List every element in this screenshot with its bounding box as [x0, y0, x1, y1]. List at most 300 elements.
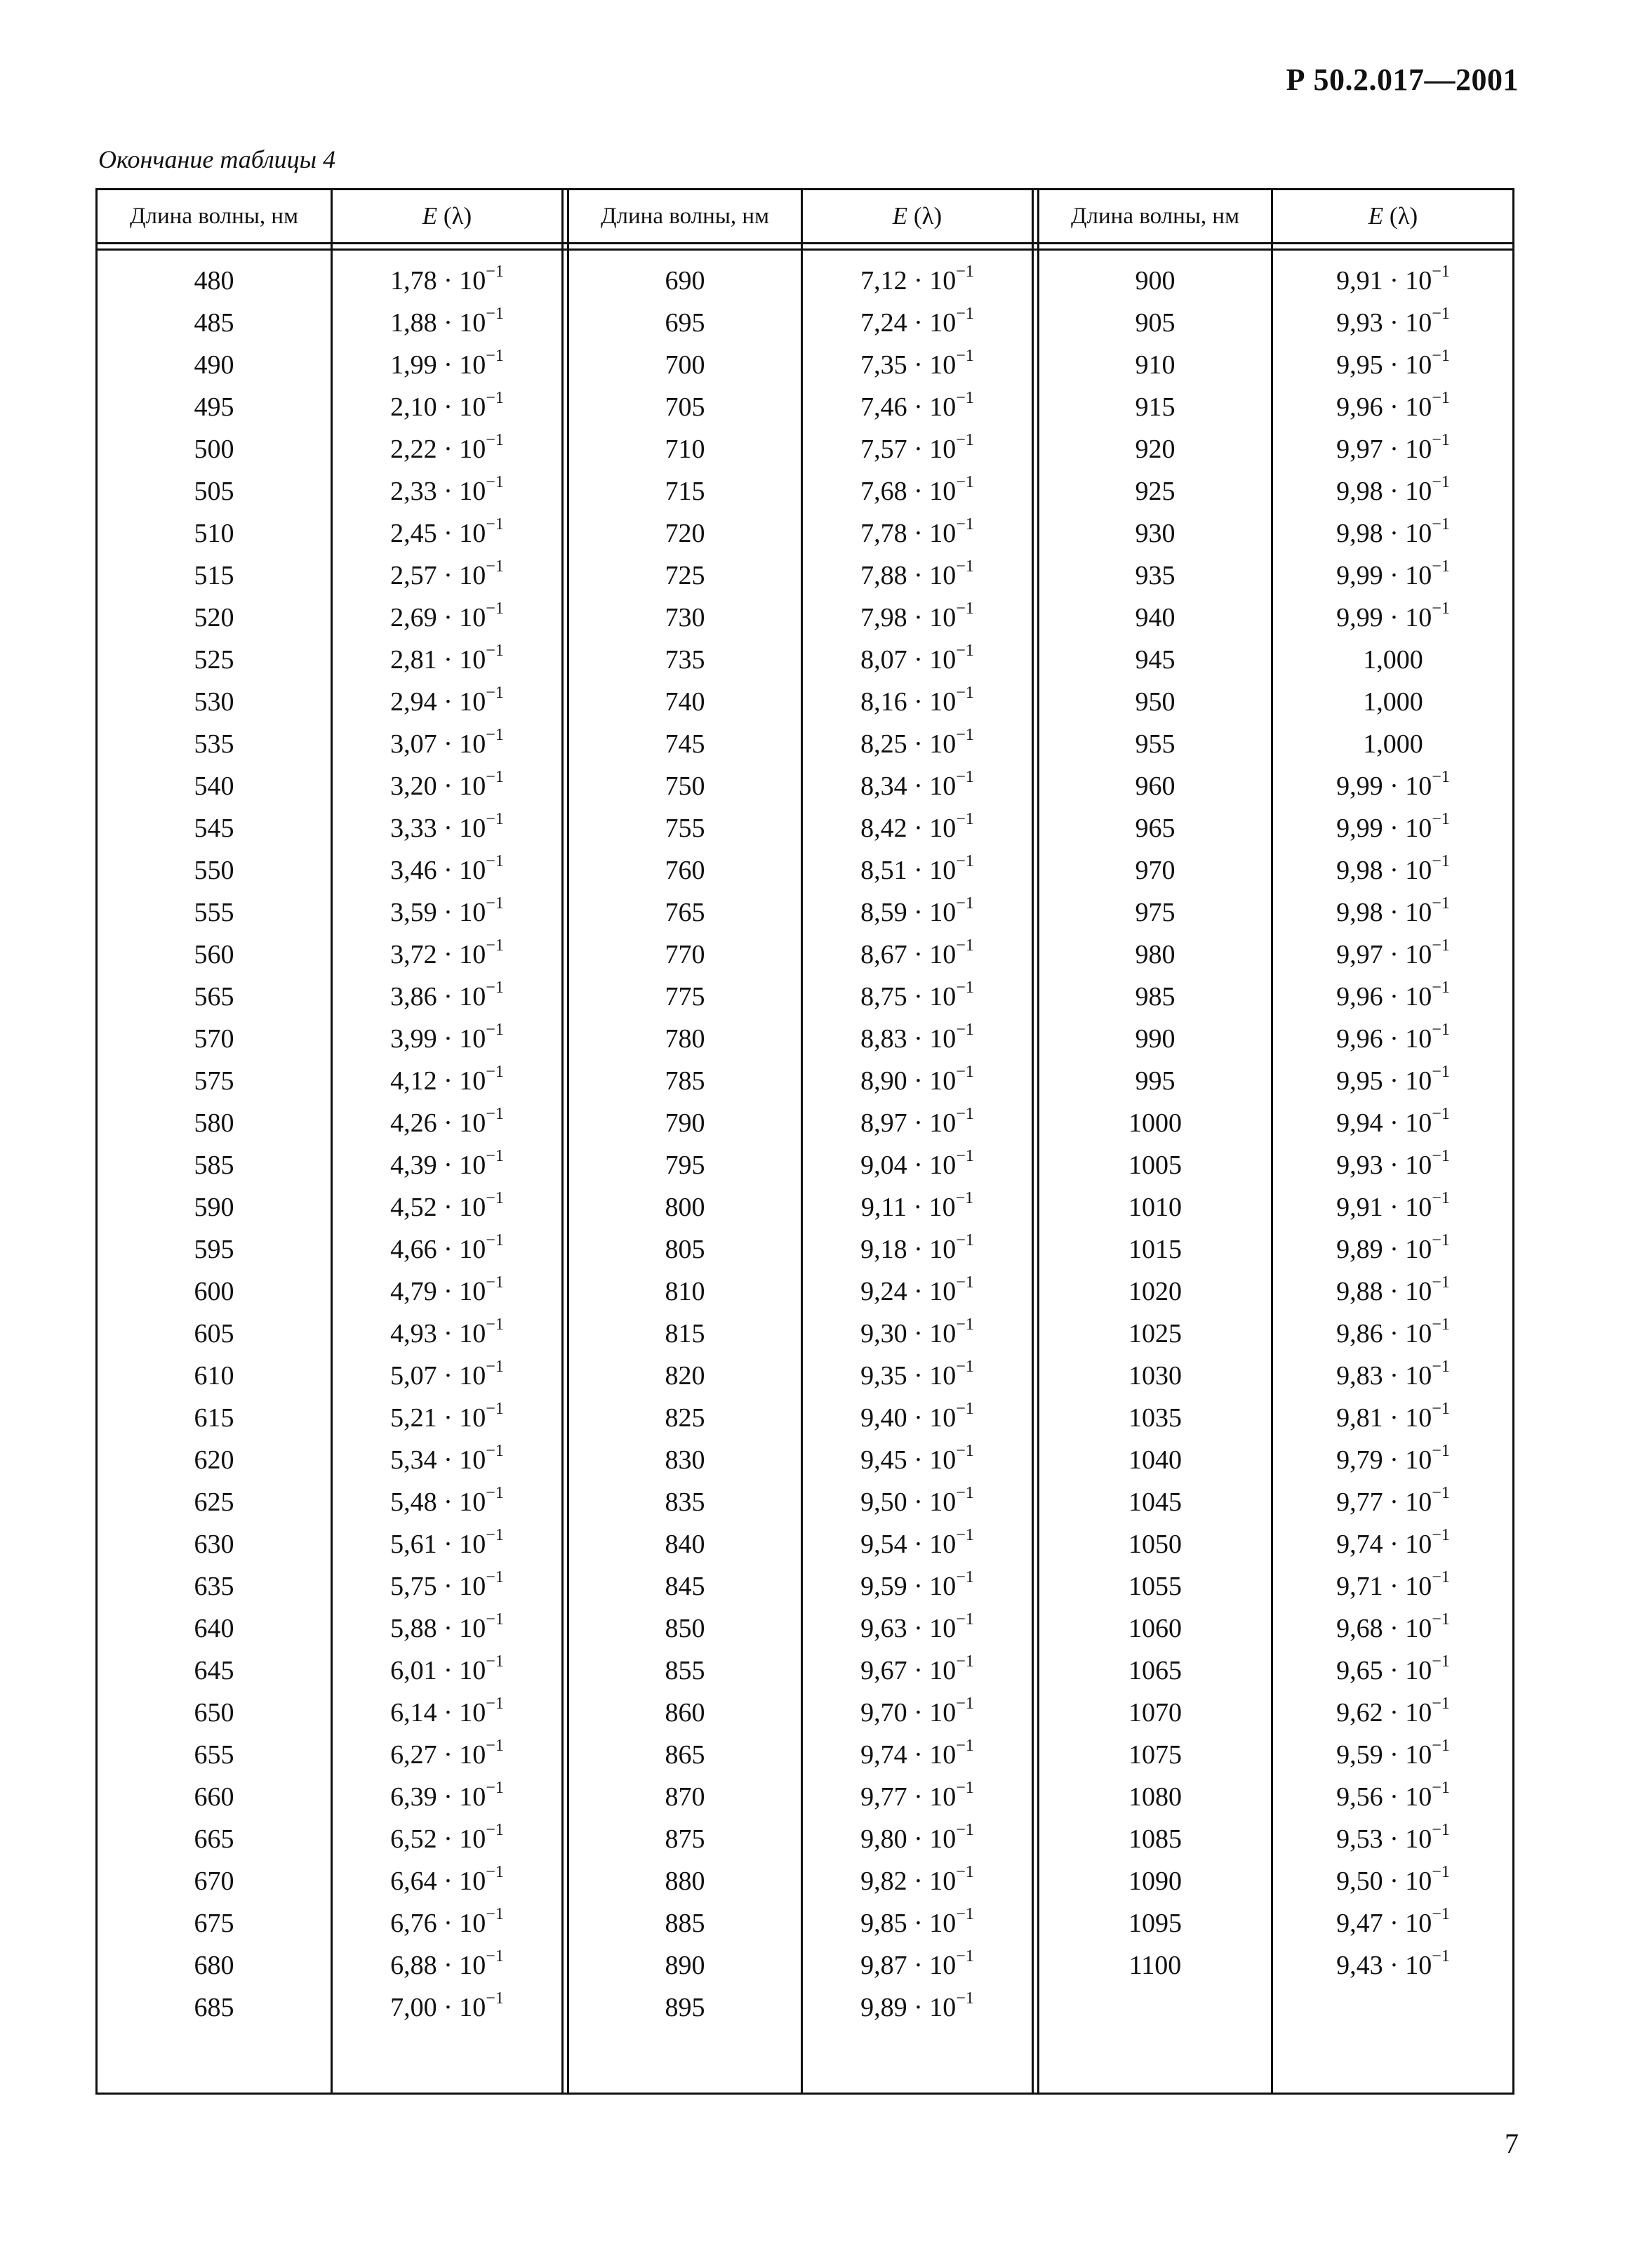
- exponent-power: −1: [1432, 1147, 1450, 1166]
- value-mantissa: 9,80: [860, 1824, 907, 1854]
- wavelength-cell: 720: [665, 519, 705, 548]
- exponent-power: −1: [1432, 1231, 1450, 1250]
- value-mantissa: 5,34: [390, 1445, 437, 1475]
- value-mantissa: 9,89: [1336, 1235, 1383, 1264]
- table-row: [98, 1649, 1512, 1692]
- multiply-dot: ·: [1383, 771, 1406, 801]
- value-cell: [803, 596, 1032, 639]
- exponent-power: −1: [956, 1821, 974, 1840]
- value-mantissa: 1,000: [1363, 645, 1423, 675]
- value-mantissa: 9,94: [1336, 1108, 1383, 1138]
- wavelength-cell: 795: [665, 1150, 705, 1180]
- value-mantissa: 7,98: [860, 603, 907, 632]
- value-mantissa: 8,25: [860, 729, 907, 759]
- wavelength-cell: 725: [665, 561, 705, 590]
- value-cell: [803, 807, 1032, 850]
- exponent-power: −1: [956, 305, 974, 324]
- table-header: [98, 190, 1512, 242]
- value-mantissa: 3,99: [390, 1024, 437, 1054]
- value-cell: [803, 301, 1032, 345]
- exponent-base: 10: [1405, 1656, 1432, 1685]
- value-cell: [803, 385, 1032, 429]
- wavelength-cell: 675: [194, 1909, 234, 1938]
- exponent-power: −1: [956, 1737, 974, 1756]
- multiply-dot: ·: [437, 1993, 460, 2022]
- value-cell: [1273, 807, 1513, 850]
- wavelength-cell: 645: [194, 1656, 234, 1685]
- value-cell: [333, 891, 561, 934]
- multiply-dot: ·: [907, 1824, 930, 1854]
- value-mantissa: 9,96: [1336, 392, 1383, 422]
- value-cell: [1273, 1228, 1513, 1271]
- wavelength-cell: 715: [665, 477, 705, 506]
- value-mantissa: 3,33: [390, 814, 437, 843]
- value-mantissa: 3,07: [390, 729, 437, 759]
- wavelength-cell: 735: [665, 645, 705, 675]
- value-cell: [333, 1228, 561, 1271]
- value-mantissa: 6,14: [390, 1698, 437, 1727]
- multiply-dot: ·: [1383, 898, 1406, 927]
- exponent-base: 10: [1405, 771, 1432, 801]
- exponent-base: 10: [459, 1614, 486, 1643]
- wavelength-cell: 900: [1135, 266, 1176, 296]
- value-mantissa: 8,83: [860, 1024, 907, 1054]
- value-mantissa: 6,27: [390, 1740, 437, 1770]
- multiply-dot: ·: [437, 1024, 460, 1054]
- value-mantissa: 9,65: [1336, 1656, 1383, 1685]
- multiply-dot: ·: [437, 1698, 460, 1727]
- value-mantissa: 7,68: [860, 477, 907, 506]
- value-mantissa: 9,99: [1336, 603, 1383, 632]
- table-row: [98, 427, 1512, 471]
- table-caption: Окончание таблицы 4: [98, 145, 336, 173]
- exponent-power: −1: [1432, 599, 1450, 618]
- multiply-dot: ·: [907, 1909, 930, 1938]
- value-mantissa: 9,35: [860, 1361, 907, 1391]
- wavelength-cell: 780: [665, 1024, 705, 1054]
- table-row: [98, 1775, 1512, 1819]
- exponent-power: −1: [956, 768, 974, 787]
- exponent-power: −1: [486, 1063, 504, 1082]
- value-cell: [1273, 1101, 1513, 1145]
- exponent-base: 10: [929, 1951, 957, 1980]
- value-cell: [1273, 596, 1513, 639]
- wavelength-cell: 810: [665, 1277, 705, 1306]
- exponent-base: 10: [459, 1866, 486, 1896]
- exponent-base: 10: [929, 1824, 957, 1854]
- value-mantissa: 1,99: [390, 350, 437, 380]
- exponent-power: −1: [486, 642, 504, 661]
- header-divider-top: [98, 242, 1512, 244]
- wavelength-cell: 935: [1135, 561, 1176, 590]
- value-mantissa: 9,97: [1336, 435, 1383, 464]
- value-mantissa: 7,57: [860, 435, 907, 464]
- value-mantissa: 9,43: [1336, 1951, 1383, 1980]
- exponent-power: −1: [486, 1526, 504, 1545]
- exponent-power: −1: [956, 1484, 974, 1503]
- exponent-base: 10: [929, 1403, 957, 1433]
- multiply-dot: ·: [437, 561, 460, 590]
- multiply-dot: ·: [437, 729, 460, 759]
- wavelength-cell: 815: [665, 1319, 705, 1348]
- exponent-base: 10: [1405, 1277, 1432, 1306]
- exponent-base: 10: [1405, 1235, 1432, 1264]
- exponent-base: 10: [1405, 1824, 1432, 1854]
- wavelength-cell: 1045: [1128, 1487, 1182, 1517]
- wavelength-cell: 830: [665, 1445, 705, 1475]
- value-mantissa: 3,20: [390, 771, 437, 801]
- exponent-power: −1: [956, 1947, 974, 1966]
- wavelength-cell: 1055: [1128, 1572, 1182, 1601]
- exponent-base: 10: [459, 771, 486, 801]
- value-cell: [803, 933, 1032, 976]
- exponent-power: −1: [486, 1021, 504, 1040]
- value-cell: [333, 385, 561, 429]
- exponent-base: 10: [459, 561, 486, 590]
- exponent-base: 10: [929, 1235, 957, 1264]
- multiply-dot: ·: [1383, 1614, 1406, 1643]
- wavelength-cell: 860: [665, 1698, 705, 1727]
- value-mantissa: 4,26: [390, 1108, 437, 1138]
- value-mantissa: 2,57: [390, 561, 437, 590]
- wavelength-cell: 840: [665, 1530, 705, 1559]
- value-cell: [803, 975, 1032, 1019]
- value-cell: [1273, 1186, 1513, 1229]
- exponent-power: −1: [1432, 473, 1450, 492]
- multiply-dot: ·: [1383, 940, 1406, 969]
- value-mantissa: 9,88: [1336, 1277, 1383, 1306]
- wavelength-cell: 505: [194, 477, 234, 506]
- value-cell: [333, 1059, 561, 1103]
- exponent-base: 10: [1405, 1866, 1432, 1896]
- value-cell: [803, 427, 1032, 471]
- wavelength-cell: 845: [665, 1572, 705, 1601]
- multiply-dot: ·: [907, 687, 930, 717]
- value-cell: [333, 1733, 561, 1777]
- multiply-dot: ·: [1383, 1277, 1406, 1306]
- multiply-dot: ·: [437, 603, 460, 632]
- wavelength-cell: 650: [194, 1698, 234, 1727]
- wavelength-cell: 1100: [1128, 1951, 1182, 1980]
- exponent-power: −1: [1432, 852, 1450, 871]
- header-divider-bottom: [98, 248, 1512, 251]
- wavelength-cell: 535: [194, 729, 234, 759]
- multiply-dot: ·: [907, 1108, 930, 1138]
- value-cell: [1273, 1396, 1513, 1440]
- value-cell: [333, 1691, 561, 1735]
- wavelength-cell: 510: [194, 519, 234, 548]
- value-mantissa: 2,10: [390, 392, 437, 422]
- exponent-base: 10: [459, 1024, 486, 1054]
- wavelength-cell: 680: [194, 1951, 234, 1980]
- table-row: [98, 1986, 1512, 2029]
- value-cell: [803, 1270, 1032, 1313]
- exponent-base: 10: [459, 729, 486, 759]
- value-mantissa: 6,01: [390, 1656, 437, 1685]
- value-mantissa: 9,62: [1336, 1698, 1383, 1727]
- multiply-dot: ·: [437, 1277, 460, 1306]
- table-row: [98, 1607, 1512, 1650]
- value-cell: [803, 1691, 1032, 1735]
- wavelength-cell: 480: [194, 266, 234, 296]
- multiply-dot: ·: [907, 898, 930, 927]
- table-row: [98, 1438, 1512, 1482]
- exponent-power: −1: [956, 1105, 974, 1124]
- exponent-power: −1: [1432, 979, 1450, 997]
- exponent-power: −1: [956, 263, 974, 281]
- exponent-base: 10: [1405, 350, 1432, 380]
- exponent-power: −1: [1432, 1063, 1450, 1082]
- wavelength-cell: 595: [194, 1235, 234, 1264]
- value-cell: [333, 1312, 561, 1355]
- exponent-base: 10: [1405, 1361, 1432, 1391]
- value-cell: [1273, 1017, 1513, 1061]
- value-mantissa: 8,34: [860, 771, 907, 801]
- value-mantissa: 5,48: [390, 1487, 437, 1517]
- exponent-base: 10: [929, 982, 957, 1012]
- value-cell: [333, 1143, 561, 1187]
- exponent-power: −1: [486, 1821, 504, 1840]
- exponent-power: −1: [486, 1189, 504, 1208]
- value-mantissa: 1,000: [1363, 729, 1423, 759]
- value-mantissa: 8,42: [860, 814, 907, 843]
- value-cell: [1273, 554, 1513, 597]
- wavelength-cell: 700: [665, 350, 705, 380]
- value-mantissa: 9,93: [1336, 1150, 1383, 1180]
- exponent-base: 10: [929, 856, 957, 885]
- exponent-power: −1: [1432, 1652, 1450, 1671]
- multiply-dot: ·: [1383, 1235, 1406, 1264]
- exponent-power: −1: [956, 1063, 974, 1082]
- wavelength-cell: 825: [665, 1403, 705, 1433]
- multiply-dot: ·: [437, 814, 460, 843]
- header-value-arg: (λ): [437, 202, 472, 230]
- value-mantissa: 2,94: [390, 687, 437, 717]
- value-mantissa: 5,75: [390, 1572, 437, 1601]
- header-value-symbol: E: [422, 202, 438, 230]
- value-cell: [1273, 1817, 1513, 1861]
- multiply-dot: ·: [437, 1614, 460, 1643]
- exponent-power: −1: [486, 1905, 504, 1924]
- wavelength-cell: 940: [1135, 603, 1176, 632]
- value-cell: [1273, 975, 1513, 1019]
- exponent-base: 10: [929, 308, 957, 338]
- exponent-power: −1: [1432, 431, 1450, 450]
- exponent-base: 10: [929, 1909, 957, 1938]
- exponent-power: −1: [486, 684, 504, 703]
- multiply-dot: ·: [437, 645, 460, 675]
- exponent-power: −1: [956, 642, 974, 661]
- wavelength-cell: 1085: [1128, 1824, 1182, 1854]
- multiply-dot: ·: [1383, 477, 1406, 506]
- value-cell: [803, 680, 1032, 724]
- multiply-dot: ·: [907, 814, 930, 843]
- exponent-base: 10: [1405, 1319, 1432, 1348]
- exponent-power: −1: [486, 1231, 504, 1250]
- value-cell: [1273, 1565, 1513, 1608]
- header-value-1: [333, 190, 561, 242]
- multiply-dot: ·: [1383, 1782, 1406, 1812]
- wavelength-cell: 1060: [1128, 1614, 1182, 1643]
- multiply-dot: ·: [907, 1782, 930, 1812]
- value-mantissa: 1,88: [390, 308, 437, 338]
- value-cell: [333, 1396, 561, 1440]
- multiply-dot: ·: [907, 477, 930, 506]
- value-cell: [803, 1986, 1032, 2029]
- document-code: Р 50.2.017—2001: [1286, 62, 1519, 97]
- value-mantissa: 9,98: [1336, 519, 1383, 548]
- multiply-dot: ·: [437, 392, 460, 422]
- value-mantissa: 7,78: [860, 519, 907, 548]
- exponent-power: −1: [486, 431, 504, 450]
- wavelength-cell: 670: [194, 1866, 234, 1896]
- wavelength-cell: 965: [1135, 814, 1176, 843]
- table-row: [98, 470, 1512, 513]
- value-mantissa: 9,97: [1336, 940, 1383, 969]
- multiply-dot: ·: [437, 1445, 460, 1475]
- value-mantissa: 9,63: [860, 1614, 907, 1643]
- wavelength-cell: 785: [665, 1066, 705, 1096]
- exponent-power: −1: [1432, 1695, 1450, 1713]
- wavelength-cell: 885: [665, 1909, 705, 1938]
- value-cell: [803, 512, 1032, 555]
- exponent-base: 10: [1405, 1108, 1432, 1138]
- exponent-base: 10: [928, 1193, 956, 1222]
- exponent-power: −1: [1432, 347, 1450, 366]
- value-cell: [803, 470, 1032, 513]
- exponent-power: −1: [956, 936, 974, 955]
- wavelength-cell: 955: [1135, 729, 1176, 759]
- wavelength-cell: 960: [1135, 771, 1176, 801]
- multiply-dot: ·: [437, 1319, 460, 1348]
- value-cell: [333, 1649, 561, 1692]
- value-cell: [1273, 1480, 1513, 1524]
- value-mantissa: 2,22: [390, 435, 437, 464]
- multiply-dot: ·: [1383, 1108, 1406, 1138]
- exponent-power: −1: [1432, 1315, 1450, 1334]
- exponent-base: 10: [929, 814, 957, 843]
- table-row: [98, 343, 1512, 387]
- value-mantissa: 7,35: [860, 350, 907, 380]
- wavelength-cell: 705: [665, 392, 705, 422]
- exponent-base: 10: [459, 1530, 486, 1559]
- value-cell: [1273, 1902, 1513, 1945]
- exponent-base: 10: [929, 561, 957, 590]
- exponent-power: −1: [956, 1021, 974, 1040]
- exponent-power: −1: [1432, 515, 1450, 534]
- value-cell: [333, 1354, 561, 1398]
- exponent-base: 10: [929, 771, 957, 801]
- value-cell: [1273, 1859, 1513, 1903]
- value-mantissa: 9,77: [1336, 1487, 1383, 1517]
- data-table: [95, 188, 1514, 2095]
- multiply-dot: ·: [437, 308, 460, 338]
- exponent-base: 10: [459, 392, 486, 422]
- exponent-power: −1: [956, 557, 974, 576]
- multiply-dot: ·: [437, 1403, 460, 1433]
- wavelength-cell: 775: [665, 982, 705, 1012]
- value-cell: [1273, 1059, 1513, 1103]
- table-row: [98, 1186, 1512, 1229]
- multiply-dot: ·: [907, 1656, 930, 1685]
- wavelength-cell: 980: [1135, 940, 1176, 969]
- exponent-base: 10: [929, 1530, 957, 1559]
- exponent-power: −1: [1432, 1568, 1450, 1587]
- wavelength-cell: 690: [665, 266, 705, 296]
- wavelength-cell: 985: [1135, 982, 1176, 1012]
- exponent-power: −1: [956, 1905, 974, 1924]
- exponent-base: 10: [459, 1740, 486, 1770]
- exponent-power: −1: [486, 1610, 504, 1629]
- table-row: [98, 1396, 1512, 1440]
- exponent-base: 10: [929, 687, 957, 717]
- value-cell: [1273, 1438, 1513, 1482]
- table-row: [98, 933, 1512, 976]
- table-row: [98, 1944, 1512, 1987]
- exponent-power: −1: [486, 1779, 504, 1798]
- wavelength-cell: 1080: [1128, 1782, 1182, 1812]
- exponent-power: −1: [956, 431, 974, 450]
- multiply-dot: ·: [437, 1066, 460, 1096]
- exponent-base: 10: [929, 266, 957, 296]
- wavelength-cell: 915: [1135, 392, 1176, 422]
- exponent-power: −1: [1432, 389, 1450, 408]
- value-mantissa: 4,52: [390, 1193, 437, 1222]
- exponent-base: 10: [929, 1782, 957, 1812]
- exponent-base: 10: [1405, 856, 1432, 885]
- value-mantissa: 3,59: [390, 898, 437, 927]
- exponent-base: 10: [1405, 1909, 1432, 1938]
- wavelength-cell: 655: [194, 1740, 234, 1770]
- exponent-base: 10: [459, 1277, 486, 1306]
- multiply-dot: ·: [907, 1487, 930, 1517]
- multiply-dot: ·: [437, 1951, 460, 1980]
- header-value-3: [1273, 190, 1513, 242]
- wavelength-cell: 1020: [1128, 1277, 1182, 1306]
- exponent-power: −1: [486, 768, 504, 787]
- exponent-power: −1: [1432, 810, 1450, 829]
- exponent-base: 10: [459, 1150, 486, 1180]
- multiply-dot: ·: [1383, 308, 1406, 338]
- value-cell: [1273, 1354, 1513, 1398]
- table-row: [98, 807, 1512, 850]
- wavelength-cell: 585: [194, 1150, 234, 1180]
- value-mantissa: 9,98: [1336, 477, 1383, 506]
- value-cell: [333, 301, 561, 345]
- wavelength-cell: 990: [1135, 1024, 1176, 1054]
- value-mantissa: 9,50: [1336, 1866, 1383, 1896]
- value-mantissa: 9,83: [1336, 1361, 1383, 1391]
- exponent-base: 10: [459, 982, 486, 1012]
- wavelength-cell: 550: [194, 856, 234, 885]
- value-mantissa: 8,90: [860, 1066, 907, 1096]
- wavelength-cell: 495: [194, 392, 234, 422]
- wavelength-cell: 560: [194, 940, 234, 969]
- wavelength-cell: 975: [1135, 898, 1176, 927]
- value-cell: [803, 1775, 1032, 1819]
- multiply-dot: ·: [907, 1572, 930, 1601]
- value-cell: [333, 1944, 561, 1987]
- table-row: [98, 1101, 1512, 1145]
- value-cell: [803, 891, 1032, 934]
- wavelength-cell: 545: [194, 814, 234, 843]
- value-cell: [803, 1902, 1032, 1945]
- multiply-dot: ·: [1383, 1740, 1406, 1770]
- wavelength-cell: 620: [194, 1445, 234, 1475]
- exponent-base: 10: [1405, 1951, 1432, 1980]
- wavelength-cell: 820: [665, 1361, 705, 1391]
- exponent-power: −1: [956, 894, 974, 913]
